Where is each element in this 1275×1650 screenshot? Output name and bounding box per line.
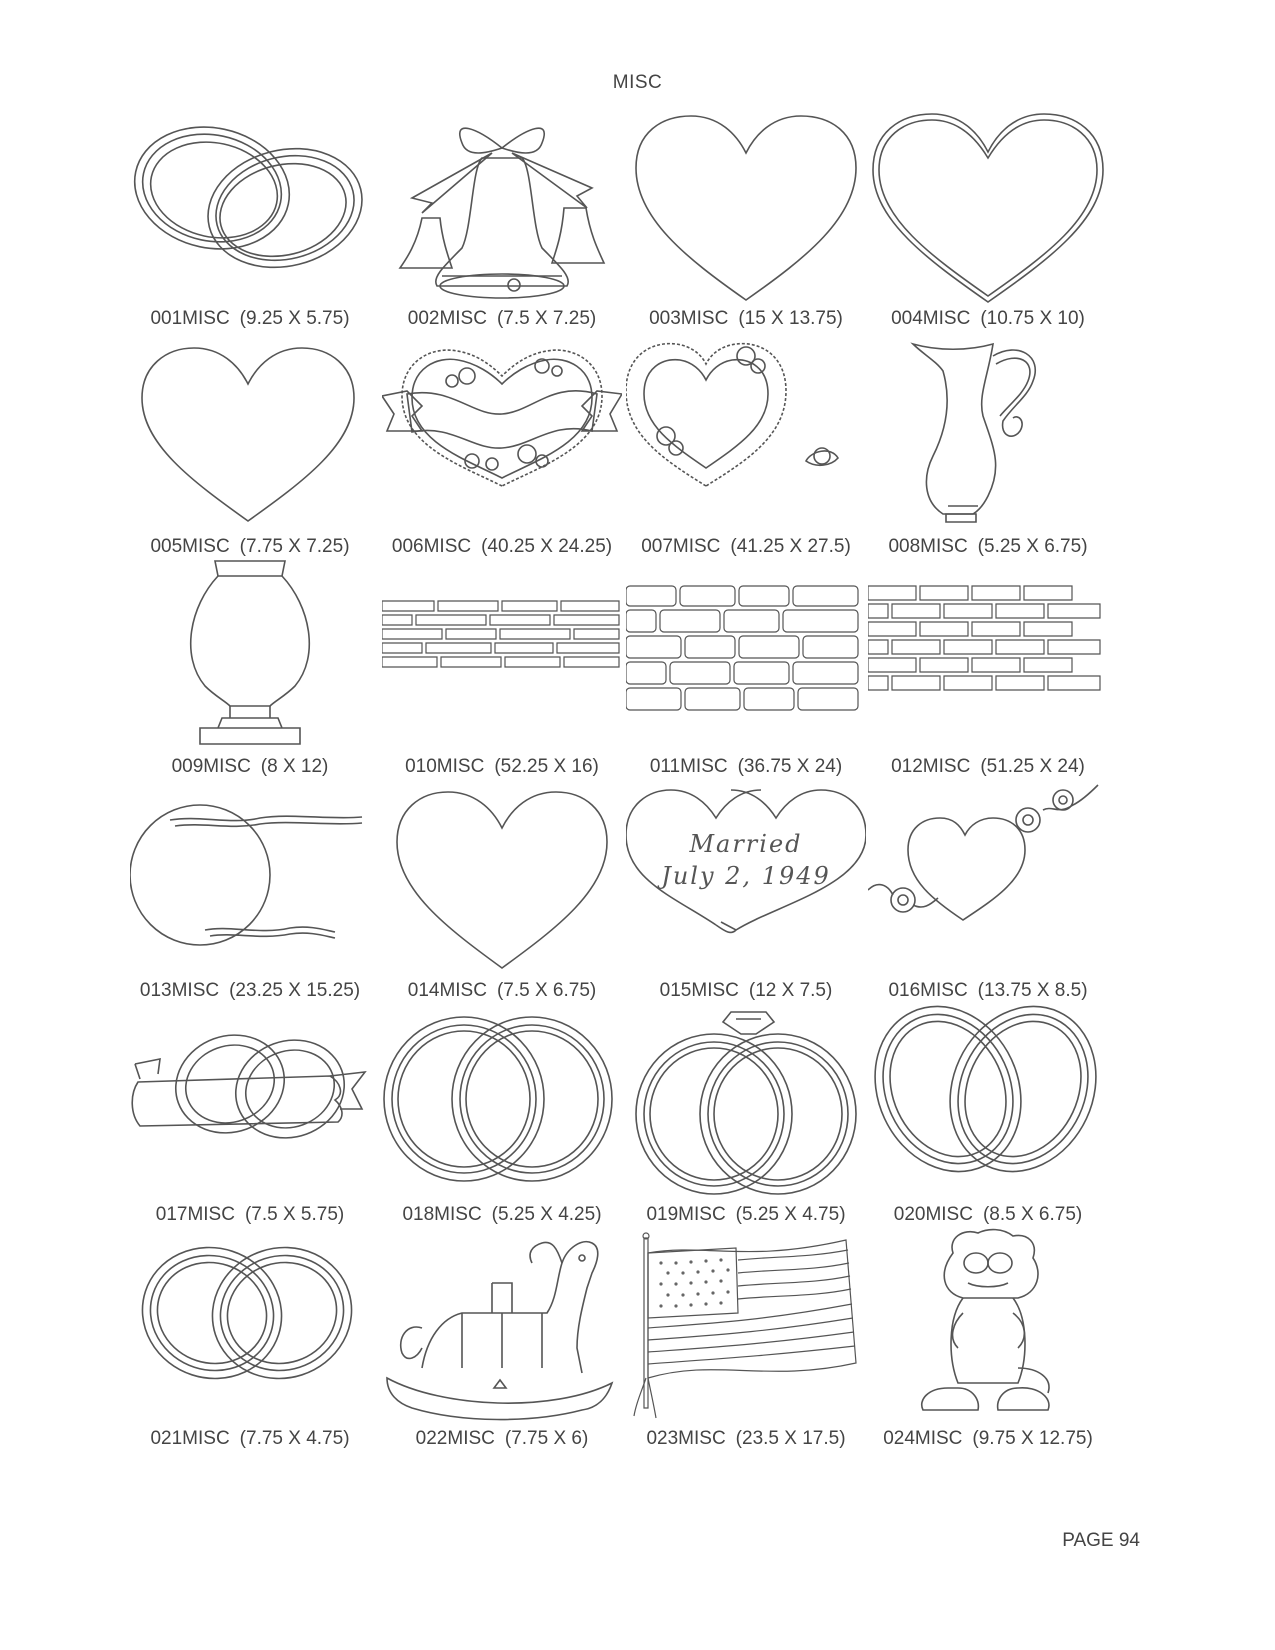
item-caption: [868, 980, 1108, 1002]
catalog-item-024[interactable]: [868, 1228, 1120, 1464]
item-caption: [130, 308, 370, 330]
cartoon-cat-icon: [868, 1228, 1108, 1428]
item-code: 015MISC: [659, 980, 739, 1001]
catalog-item-003[interactable]: [626, 108, 878, 344]
page-number: PAGE 94: [1062, 1530, 1140, 1551]
item-size: (7.75 X 6): [504, 1428, 589, 1449]
heart-icon: [626, 108, 866, 308]
catalog-item-023[interactable]: [626, 1228, 878, 1464]
item-code: 005MISC: [150, 536, 230, 557]
catalog-grid: [130, 108, 1140, 1528]
catalog-item-012[interactable]: [868, 556, 1120, 792]
item-code: 022MISC: [415, 1428, 495, 1449]
item-caption: [868, 536, 1108, 558]
catalog-item-005[interactable]: [130, 336, 382, 572]
item-code: 014MISC: [407, 980, 487, 1001]
american-flag-icon: [626, 1228, 866, 1428]
plaque-line-1: Married: [689, 830, 803, 858]
item-caption: [382, 980, 622, 1002]
double-heart-icon: [626, 780, 866, 980]
item-code: 001MISC: [150, 308, 230, 329]
catalog-item-010[interactable]: [382, 556, 634, 792]
item-caption: [130, 980, 370, 1002]
lace-heart-banner-icon: [382, 336, 622, 536]
item-size: (40.25 X 24.25): [481, 536, 613, 557]
item-code: 012MISC: [891, 756, 971, 777]
item-caption: [130, 756, 370, 778]
catalog-item-021[interactable]: [130, 1228, 382, 1464]
catalog-item-017[interactable]: [130, 1004, 382, 1240]
catalog-item-014[interactable]: [382, 780, 634, 1016]
item-size: (36.75 X 24): [737, 756, 843, 777]
page-title: MISC: [612, 72, 663, 93]
item-size: (7.75 X 7.25): [239, 536, 350, 557]
wedding-rings-icon: [130, 1228, 370, 1428]
item-code: 013MISC: [139, 980, 220, 1001]
catalog-item-006[interactable]: [382, 336, 634, 572]
item-caption: [868, 1204, 1108, 1226]
item-size: (52.25 X 16): [494, 756, 599, 777]
item-code: 006MISC: [391, 536, 472, 557]
catalog-item-016[interactable]: [868, 780, 1120, 1016]
item-caption: [868, 308, 1108, 330]
item-caption: [626, 756, 866, 778]
item-size: (7.5 X 7.25): [496, 308, 597, 329]
item-code: 023MISC: [646, 1428, 726, 1449]
item-code: 009MISC: [171, 756, 251, 777]
item-code: 004MISC: [891, 308, 971, 329]
item-code: 016MISC: [888, 980, 968, 1001]
diamond-rings-icon: [626, 1004, 866, 1204]
catalog-item-015[interactable]: [626, 780, 878, 1016]
item-code: 007MISC: [641, 536, 721, 557]
item-size: (15 X 13.75): [738, 308, 843, 329]
catalog-item-022[interactable]: [382, 1228, 634, 1464]
wedding-rings-icon: [868, 1004, 1108, 1204]
heart-icon: [130, 336, 370, 536]
item-size: (5.25 X 4.75): [735, 1204, 846, 1225]
item-code: 017MISC: [155, 1204, 235, 1225]
item-caption: [868, 756, 1108, 778]
catalog-item-001[interactable]: [130, 108, 382, 344]
heart-flowers-icon: [868, 780, 1108, 980]
item-size: (7.75 X 4.75): [239, 1428, 350, 1449]
item-caption: [868, 1428, 1108, 1450]
item-code: 024MISC: [883, 1428, 963, 1449]
item-code: 020MISC: [893, 1204, 973, 1225]
catalog-item-011[interactable]: [626, 556, 878, 792]
item-size: (23.5 X 17.5): [735, 1428, 846, 1449]
rings-banner-icon: [130, 1004, 370, 1204]
item-caption: [626, 1204, 866, 1226]
item-size: (41.25 X 27.5): [730, 536, 851, 557]
item-caption: [626, 308, 866, 330]
item-size: (5.25 X 4.25): [491, 1204, 602, 1225]
item-size: (5.25 X 6.75): [977, 536, 1088, 557]
item-code: 021MISC: [150, 1428, 230, 1449]
item-size: (23.25 X 15.25): [229, 980, 361, 1001]
item-size: (9.75 X 12.75): [972, 1428, 1093, 1449]
item-size: (10.75 X 10): [980, 308, 1085, 329]
vase-icon: [130, 556, 370, 756]
plaque-line-2: July 2, 1949: [661, 862, 831, 890]
wedding-rings-icon: [130, 108, 370, 308]
item-code: 010MISC: [405, 756, 485, 777]
item-size: (7.5 X 5.75): [244, 1204, 345, 1225]
catalog-item-009[interactable]: [130, 556, 382, 792]
catalog-item-007[interactable]: [626, 336, 878, 572]
heart-icon: [382, 780, 622, 980]
pitcher-icon: [868, 336, 1108, 536]
item-caption: [130, 536, 370, 558]
item-size: (13.75 X 8.5): [977, 980, 1088, 1001]
item-size: (12 X 7.5): [748, 980, 833, 1001]
stone-wall-icon: [626, 556, 866, 756]
item-caption: [382, 1428, 622, 1450]
catalog-item-002[interactable]: [382, 108, 634, 344]
item-code: 002MISC: [407, 308, 487, 329]
item-caption: [626, 536, 866, 558]
stone-wall-icon: [382, 556, 622, 756]
item-code: 008MISC: [888, 536, 968, 557]
item-size: (7.5 X 6.75): [496, 980, 597, 1001]
rocking-horse-icon: [382, 1228, 622, 1428]
item-caption: [382, 536, 622, 558]
item-size: (8.5 X 6.75): [982, 1204, 1083, 1225]
heart-icon: [868, 108, 1108, 308]
catalog-item-019[interactable]: [626, 1004, 878, 1240]
item-caption: [626, 980, 866, 1002]
item-code: 003MISC: [649, 308, 729, 329]
item-caption: [382, 308, 622, 330]
catalog-item-008[interactable]: [868, 336, 1120, 572]
item-size: (51.25 X 24): [980, 756, 1085, 777]
catalog-item-018[interactable]: [382, 1004, 634, 1240]
item-code: 018MISC: [402, 1204, 482, 1225]
wedding-rings-icon: [382, 1004, 622, 1204]
rose-heart-frame-icon: [626, 336, 866, 536]
wedding-bells-icon: [382, 108, 622, 308]
item-caption: [130, 1428, 370, 1450]
item-caption: [130, 1204, 370, 1226]
item-caption: [626, 1428, 866, 1450]
item-size: (8 X 12): [260, 756, 329, 777]
item-code: 011MISC: [649, 756, 728, 777]
item-code: 019MISC: [646, 1204, 726, 1225]
item-caption: [382, 1204, 622, 1226]
item-size: (9.25 X 5.75): [239, 308, 350, 329]
catalog-item-004[interactable]: [868, 108, 1120, 344]
moon-clouds-icon: [130, 780, 370, 980]
catalog-item-020[interactable]: [868, 1004, 1120, 1240]
brick-wall-icon: [868, 556, 1108, 756]
item-caption: [382, 756, 622, 778]
catalog-item-013[interactable]: [130, 780, 382, 1016]
